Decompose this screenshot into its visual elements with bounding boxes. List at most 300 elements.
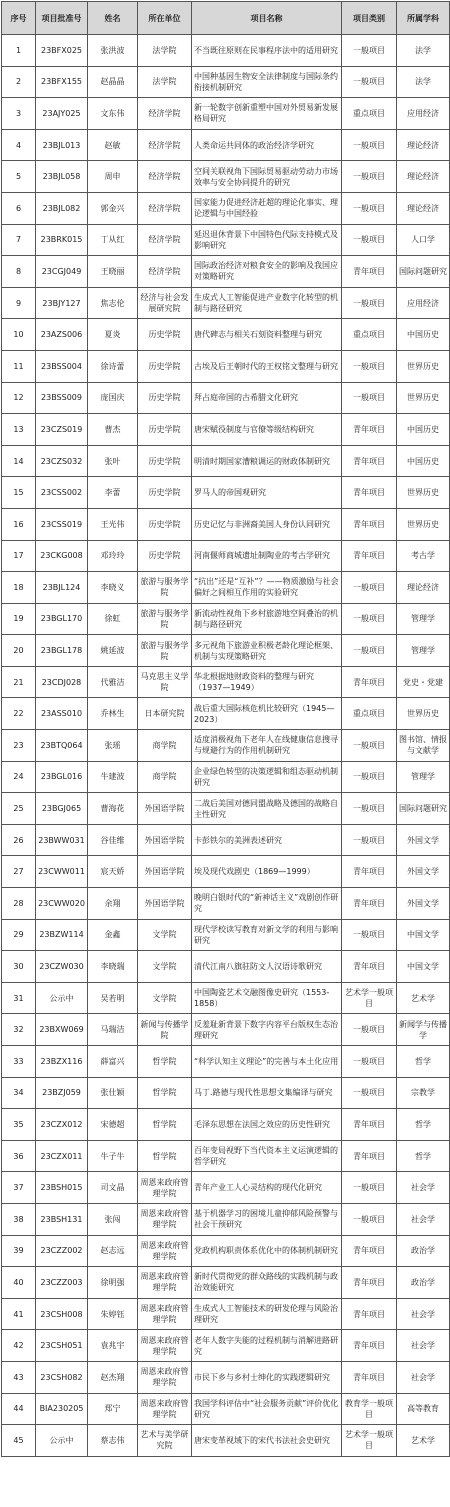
cell-approval-number: 23BGL178 bbox=[36, 635, 88, 667]
cell-category: 青年项目 bbox=[342, 1361, 397, 1393]
cell-name: 曹杰 bbox=[88, 414, 138, 446]
table-row bbox=[2, 66, 450, 98]
cell-approval-number: 23BRK015 bbox=[36, 224, 88, 256]
cell-index: 23 bbox=[2, 730, 36, 762]
cell-unit: 文学院 bbox=[138, 919, 192, 951]
cell-project-name: 唐宋变革视域下的宋代书法社会史研究 bbox=[192, 1425, 342, 1457]
cell-project-name: 华北根据地财政资料的整理与研究（1937—1949） bbox=[192, 666, 342, 698]
cell-approval-number: 23BGL016 bbox=[36, 761, 88, 793]
table-row bbox=[2, 635, 450, 667]
cell-project-name: 国家能力促进经济赶超的理论化事实、理论逻辑与中国经验 bbox=[192, 192, 342, 224]
cell-approval-number: 23BFX155 bbox=[36, 66, 88, 98]
cell-category: 一般项目 bbox=[342, 572, 397, 604]
cell-approval-number: 23BZJ059 bbox=[36, 1077, 88, 1109]
cell-name: 朱婷钰 bbox=[88, 1298, 138, 1330]
cell-discipline: 图书馆、情报与文献学 bbox=[397, 730, 450, 762]
cell-project-name: 唐代碑志与相关石刻资料整理与研究 bbox=[192, 319, 342, 351]
cell-discipline: 应用经济 bbox=[397, 98, 450, 130]
cell-index: 11 bbox=[2, 350, 36, 382]
cell-discipline: 应用经济 bbox=[397, 287, 450, 319]
table-row bbox=[2, 287, 450, 319]
cell-project-name: 新流动性视角下乡村旅游地空间叠治的机制与路径研究 bbox=[192, 603, 342, 635]
cell-index: 9 bbox=[2, 287, 36, 319]
cell-unit: 外国语学院 bbox=[138, 888, 192, 920]
cell-index: 44 bbox=[2, 1393, 36, 1425]
header-name: 姓名 bbox=[88, 2, 138, 35]
cell-project-name: 空间关联视角下国际贸易驱动劳动力市场效率与安全协同提升的研究 bbox=[192, 161, 342, 193]
cell-category: 青年项目 bbox=[342, 414, 397, 446]
cell-unit: 历史学院 bbox=[138, 508, 192, 540]
cell-name: 姚延波 bbox=[88, 635, 138, 667]
table-row bbox=[2, 793, 450, 825]
cell-index: 36 bbox=[2, 1140, 36, 1172]
cell-discipline: 政治学 bbox=[397, 1267, 450, 1299]
cell-approval-number: 23CZZ002 bbox=[36, 1235, 88, 1267]
cell-category: 一般项目 bbox=[342, 35, 397, 67]
cell-unit: 经济与社会发展研究院 bbox=[138, 287, 192, 319]
cell-discipline: 世界历史 bbox=[397, 698, 450, 730]
cell-approval-number: 公示中 bbox=[36, 982, 88, 1014]
cell-unit: 历史学院 bbox=[138, 350, 192, 382]
cell-category: 一般项目 bbox=[342, 793, 397, 825]
cell-unit: 商学院 bbox=[138, 730, 192, 762]
cell-name: 马瑞洁 bbox=[88, 1014, 138, 1046]
cell-category: 青年项目 bbox=[342, 1140, 397, 1172]
cell-name: 张洪波 bbox=[88, 35, 138, 67]
cell-index: 7 bbox=[2, 224, 36, 256]
cell-unit: 经济学院 bbox=[138, 192, 192, 224]
cell-index: 32 bbox=[2, 1014, 36, 1046]
cell-project-name: 延迟退休背景下中国特色代际支持模式及影响研究 bbox=[192, 224, 342, 256]
cell-unit: 周恩来政府管理学院 bbox=[138, 1172, 192, 1204]
cell-index: 12 bbox=[2, 382, 36, 414]
cell-category: 一般项目 bbox=[342, 1172, 397, 1204]
cell-approval-number: 23BJY127 bbox=[36, 287, 88, 319]
cell-category: 一般项目 bbox=[342, 66, 397, 98]
cell-name: 司文晶 bbox=[88, 1172, 138, 1204]
cell-approval-number: 23BJL058 bbox=[36, 161, 88, 193]
cell-index: 43 bbox=[2, 1361, 36, 1393]
table-row bbox=[2, 761, 450, 793]
cell-name: 代雅洁 bbox=[88, 666, 138, 698]
cell-project-name: 卡彭铁尔的美洲表述研究 bbox=[192, 824, 342, 856]
cell-unit: 外国语学院 bbox=[138, 824, 192, 856]
cell-discipline: 国际问题研究 bbox=[397, 256, 450, 288]
cell-index: 10 bbox=[2, 319, 36, 351]
cell-category: 青年项目 bbox=[342, 1235, 397, 1267]
cell-unit: 周恩来政府管理学院 bbox=[138, 1393, 192, 1425]
table-row bbox=[2, 603, 450, 635]
table-body bbox=[2, 35, 450, 1457]
table-row bbox=[2, 1235, 450, 1267]
cell-name: 余翔 bbox=[88, 888, 138, 920]
cell-category: 艺术学一般项目 bbox=[342, 982, 397, 1014]
cell-approval-number: 23BXW069 bbox=[36, 1014, 88, 1046]
cell-approval-number: 23CZX012 bbox=[36, 1109, 88, 1141]
table-row bbox=[2, 730, 450, 762]
header-unit: 所在单位 bbox=[138, 2, 192, 35]
cell-category: 重点项目 bbox=[342, 698, 397, 730]
cell-index: 25 bbox=[2, 793, 36, 825]
table-row bbox=[2, 1425, 450, 1457]
cell-discipline: 哲学 bbox=[397, 1140, 450, 1172]
table-row bbox=[2, 1172, 450, 1204]
cell-category: 一般项目 bbox=[342, 1014, 397, 1046]
cell-name: 徐虹 bbox=[88, 603, 138, 635]
cell-unit: 外国语学院 bbox=[138, 793, 192, 825]
cell-index: 24 bbox=[2, 761, 36, 793]
cell-approval-number: 23BZW114 bbox=[36, 919, 88, 951]
cell-name: 赵杰翔 bbox=[88, 1361, 138, 1393]
cell-category: 教育学一般项目 bbox=[342, 1393, 397, 1425]
table-row bbox=[2, 1014, 450, 1046]
cell-category: 青年项目 bbox=[342, 445, 397, 477]
cell-index: 41 bbox=[2, 1298, 36, 1330]
cell-category: 青年项目 bbox=[342, 540, 397, 572]
cell-unit: 周恩来政府管理学院 bbox=[138, 1361, 192, 1393]
cell-discipline: 哲学 bbox=[397, 1046, 450, 1078]
cell-discipline: 法学 bbox=[397, 66, 450, 98]
table-row bbox=[2, 824, 450, 856]
cell-unit: 艺术与美学研究院 bbox=[138, 1425, 192, 1457]
cell-name: 袁兆宇 bbox=[88, 1330, 138, 1362]
table-row bbox=[2, 161, 450, 193]
table-row bbox=[2, 35, 450, 67]
cell-approval-number: 23CGJ049 bbox=[36, 256, 88, 288]
cell-project-name: 马丁.路德与现代性思想文集编译与研究 bbox=[192, 1077, 342, 1109]
cell-category: 一般项目 bbox=[342, 382, 397, 414]
cell-unit: 经济学院 bbox=[138, 224, 192, 256]
cell-name: 郑宁 bbox=[88, 1393, 138, 1425]
cell-approval-number: 23AZS006 bbox=[36, 319, 88, 351]
cell-category: 青年项目 bbox=[342, 1109, 397, 1141]
cell-unit: 历史学院 bbox=[138, 414, 192, 446]
cell-index: 34 bbox=[2, 1077, 36, 1109]
cell-discipline: 高等教育 bbox=[397, 1393, 450, 1425]
cell-unit: 哲学院 bbox=[138, 1109, 192, 1141]
cell-discipline: 中国文学 bbox=[397, 951, 450, 983]
cell-approval-number: 23CSH051 bbox=[36, 1330, 88, 1362]
cell-approval-number: 23BTQ064 bbox=[36, 730, 88, 762]
cell-unit: 旅游与服务学院 bbox=[138, 603, 192, 635]
cell-name: 曹海花 bbox=[88, 793, 138, 825]
cell-discipline: 中国历史 bbox=[397, 319, 450, 351]
cell-name: 乔林生 bbox=[88, 698, 138, 730]
cell-name: 张叶 bbox=[88, 445, 138, 477]
cell-category: 重点项目 bbox=[342, 319, 397, 351]
cell-project-name: 不当既往原则在民事程序法中的适用研究 bbox=[192, 35, 342, 67]
cell-category: 青年项目 bbox=[342, 256, 397, 288]
cell-project-name: 反羞耻新背景下数字内容平台版权生态治理研究 bbox=[192, 1014, 342, 1046]
cell-discipline: 社会学 bbox=[397, 1330, 450, 1362]
cell-name: 蔡志伟 bbox=[88, 1425, 138, 1457]
cell-category: 一般项目 bbox=[342, 287, 397, 319]
cell-index: 14 bbox=[2, 445, 36, 477]
cell-project-name: 新时代贯彻党的群众路线的实践机制与政治效能研究 bbox=[192, 1267, 342, 1299]
cell-approval-number: 23CZS019 bbox=[36, 414, 88, 446]
table-row bbox=[2, 445, 450, 477]
cell-approval-number: 23CKG008 bbox=[36, 540, 88, 572]
cell-unit: 外国语学院 bbox=[138, 856, 192, 888]
cell-discipline: 中国历史 bbox=[397, 414, 450, 446]
cell-discipline: 管理学 bbox=[397, 635, 450, 667]
cell-index: 38 bbox=[2, 1203, 36, 1235]
cell-index: 39 bbox=[2, 1235, 36, 1267]
cell-approval-number: 23CSH082 bbox=[36, 1361, 88, 1393]
cell-name: 文东伟 bbox=[88, 98, 138, 130]
cell-discipline: 管理学 bbox=[397, 603, 450, 635]
cell-unit: 历史学院 bbox=[138, 445, 192, 477]
table-row bbox=[2, 129, 450, 161]
table-row bbox=[2, 951, 450, 983]
header-project-name: 项目名称 bbox=[192, 2, 342, 35]
cell-unit: 历史学院 bbox=[138, 319, 192, 351]
cell-project-name: 中国陶瓷艺术交融图像史研究（1553-1858） bbox=[192, 982, 342, 1014]
table-row bbox=[2, 382, 450, 414]
cell-approval-number: 23BGJ065 bbox=[36, 793, 88, 825]
cell-category: 一般项目 bbox=[342, 224, 397, 256]
cell-approval-number: BIA230205 bbox=[36, 1393, 88, 1425]
table-row bbox=[2, 666, 450, 698]
cell-unit: 法学院 bbox=[138, 35, 192, 67]
cell-index: 8 bbox=[2, 256, 36, 288]
cell-project-name: 老年人数字失能的过程机制与消解进路研究 bbox=[192, 1330, 342, 1362]
cell-category: 青年项目 bbox=[342, 1267, 397, 1299]
cell-name: 徐诗蕾 bbox=[88, 350, 138, 382]
cell-name: 宋德超 bbox=[88, 1109, 138, 1141]
cell-project-name: 晚明白银时代的“新神话主义”戏剧创作研究 bbox=[192, 888, 342, 920]
cell-project-name: 战后重大国际核危机比较研究（1945—2023） bbox=[192, 698, 342, 730]
cell-name: 金鑫 bbox=[88, 919, 138, 951]
cell-index: 29 bbox=[2, 919, 36, 951]
cell-approval-number: 23BSH131 bbox=[36, 1203, 88, 1235]
cell-discipline: 世界历史 bbox=[397, 350, 450, 382]
cell-category: 青年项目 bbox=[342, 477, 397, 509]
cell-index: 6 bbox=[2, 192, 36, 224]
cell-category: 一般项目 bbox=[342, 1046, 397, 1078]
table-row bbox=[2, 508, 450, 540]
cell-project-name: 现代学校读写教育对新文学的利用与影响研究 bbox=[192, 919, 342, 951]
cell-project-name: 河南偃师商城遗址制陶业的考古学研究 bbox=[192, 540, 342, 572]
cell-approval-number: 23CWW020 bbox=[36, 888, 88, 920]
cell-index: 19 bbox=[2, 603, 36, 635]
cell-approval-number: 23BSS009 bbox=[36, 382, 88, 414]
cell-project-name: 国际政治经济对粮食安全的影响及我国应对策略研究 bbox=[192, 256, 342, 288]
cell-unit: 历史学院 bbox=[138, 382, 192, 414]
cell-discipline: 外国文学 bbox=[397, 856, 450, 888]
cell-approval-number: 23ASS010 bbox=[36, 698, 88, 730]
table-row bbox=[2, 1203, 450, 1235]
cell-category: 重点项目 bbox=[342, 98, 397, 130]
cell-category: 一般项目 bbox=[342, 129, 397, 161]
cell-unit: 商学院 bbox=[138, 761, 192, 793]
cell-index: 13 bbox=[2, 414, 36, 446]
cell-approval-number: 23CZS032 bbox=[36, 445, 88, 477]
cell-unit: 旅游与服务学院 bbox=[138, 572, 192, 604]
cell-name: 王晓丽 bbox=[88, 256, 138, 288]
cell-approval-number: 23CZX011 bbox=[36, 1140, 88, 1172]
cell-index: 16 bbox=[2, 508, 36, 540]
cell-unit: 法学院 bbox=[138, 66, 192, 98]
cell-approval-number: 23CZW030 bbox=[36, 951, 88, 983]
cell-name: 周申 bbox=[88, 161, 138, 193]
cell-category: 一般项目 bbox=[342, 919, 397, 951]
cell-name: 薛富兴 bbox=[88, 1046, 138, 1078]
cell-approval-number: 23BGL170 bbox=[36, 603, 88, 635]
table-row bbox=[2, 1298, 450, 1330]
cell-category: 一般项目 bbox=[342, 1077, 397, 1109]
cell-project-name: 拜占庭帝国的古希腊文化研究 bbox=[192, 382, 342, 414]
cell-project-name: 党政机构职责体系优化中的体制机制研究 bbox=[192, 1235, 342, 1267]
cell-discipline: 新闻学与传播学 bbox=[397, 1014, 450, 1046]
cell-project-name: 历史记忆与非洲裔美国人身份认同研究 bbox=[192, 508, 342, 540]
cell-category: 一般项目 bbox=[342, 761, 397, 793]
cell-discipline: 世界历史 bbox=[397, 477, 450, 509]
header-category: 项目类别 bbox=[342, 2, 397, 35]
cell-index: 21 bbox=[2, 666, 36, 698]
cell-index: 33 bbox=[2, 1046, 36, 1078]
cell-unit: 经济学院 bbox=[138, 129, 192, 161]
cell-approval-number: 23BJL013 bbox=[36, 129, 88, 161]
cell-category: 青年项目 bbox=[342, 888, 397, 920]
cell-category: 青年项目 bbox=[342, 951, 397, 983]
cell-discipline: 国际问题研究 bbox=[397, 793, 450, 825]
cell-index: 17 bbox=[2, 540, 36, 572]
cell-name: 李晓义 bbox=[88, 572, 138, 604]
cell-discipline: 理论经济 bbox=[397, 572, 450, 604]
cell-name: 徐明强 bbox=[88, 1267, 138, 1299]
cell-approval-number: 23BSH015 bbox=[36, 1172, 88, 1204]
cell-index: 20 bbox=[2, 635, 36, 667]
cell-project-name: 人类命运共同体的政治经济学研究 bbox=[192, 129, 342, 161]
cell-approval-number: 公示中 bbox=[36, 1425, 88, 1457]
cell-discipline: 世界历史 bbox=[397, 508, 450, 540]
table-row bbox=[2, 1046, 450, 1078]
cell-category: 青年项目 bbox=[342, 1298, 397, 1330]
project-table bbox=[1, 1, 450, 1457]
table-row bbox=[2, 1393, 450, 1425]
cell-approval-number: 23CWW011 bbox=[36, 856, 88, 888]
cell-unit: 马克思主义学院 bbox=[138, 666, 192, 698]
cell-discipline: 考古学 bbox=[397, 540, 450, 572]
cell-index: 1 bbox=[2, 35, 36, 67]
cell-discipline: 党史・党建 bbox=[397, 666, 450, 698]
table-row bbox=[2, 350, 450, 382]
table-row bbox=[2, 1361, 450, 1393]
cell-name: 张瑶 bbox=[88, 730, 138, 762]
cell-discipline: 外国文学 bbox=[397, 824, 450, 856]
cell-project-name: 新一轮数字创新重塑中国对外贸易新发展格局研究 bbox=[192, 98, 342, 130]
cell-approval-number: 23BFX025 bbox=[36, 35, 88, 67]
cell-name: 牛子牛 bbox=[88, 1140, 138, 1172]
cell-approval-number: 23BWW031 bbox=[36, 824, 88, 856]
cell-discipline: 理论经济 bbox=[397, 129, 450, 161]
cell-index: 2 bbox=[2, 66, 36, 98]
cell-unit: 历史学院 bbox=[138, 477, 192, 509]
cell-discipline: 人口学 bbox=[397, 224, 450, 256]
cell-category: 艺术学一般项目 bbox=[342, 1425, 397, 1457]
cell-index: 5 bbox=[2, 161, 36, 193]
cell-unit: 文学院 bbox=[138, 982, 192, 1014]
cell-project-name: 中国种基因生物安全法律制度与国际条约衔接机制研究 bbox=[192, 66, 342, 98]
table-row bbox=[2, 319, 450, 351]
cell-discipline: 外国文学 bbox=[397, 888, 450, 920]
cell-index: 22 bbox=[2, 698, 36, 730]
cell-name: 王光伟 bbox=[88, 508, 138, 540]
cell-name: 郭金兴 bbox=[88, 192, 138, 224]
cell-project-name: 多元视角下旅游业积极老龄化理论框架、机制与实现策略研究 bbox=[192, 635, 342, 667]
table-row bbox=[2, 1140, 450, 1172]
cell-category: 一般项目 bbox=[342, 161, 397, 193]
cell-category: 一般项目 bbox=[342, 350, 397, 382]
cell-name: 庞国庆 bbox=[88, 382, 138, 414]
table-row bbox=[2, 540, 450, 572]
cell-project-name: 生成式人工智能促进产业数字化转型的机制与路径研究 bbox=[192, 287, 342, 319]
header-index: 序号 bbox=[2, 2, 36, 35]
cell-index: 40 bbox=[2, 1267, 36, 1299]
cell-index: 18 bbox=[2, 572, 36, 604]
cell-index: 42 bbox=[2, 1330, 36, 1362]
cell-name: 李晓瑞 bbox=[88, 951, 138, 983]
cell-project-name: 明清时期国家漕粮调运的财政体制研究 bbox=[192, 445, 342, 477]
cell-discipline: 中国文学 bbox=[397, 919, 450, 951]
cell-category: 青年项目 bbox=[342, 508, 397, 540]
cell-unit: 哲学院 bbox=[138, 1140, 192, 1172]
cell-name: 邓玲玲 bbox=[88, 540, 138, 572]
table-row bbox=[2, 919, 450, 951]
cell-approval-number: 23CSH008 bbox=[36, 1298, 88, 1330]
cell-discipline: 中国历史 bbox=[397, 445, 450, 477]
cell-project-name: 企业绿色转型的决策逻辑和组态驱动机制研究 bbox=[192, 761, 342, 793]
cell-project-name: 毛泽东思想在法国之效应的历史性研究 bbox=[192, 1109, 342, 1141]
cell-project-name: 清代江南八旗驻防文人汉语诗歌研究 bbox=[192, 951, 342, 983]
cell-unit: 哲学院 bbox=[138, 1046, 192, 1078]
cell-category: 青年项目 bbox=[342, 856, 397, 888]
cell-name: 吴若明 bbox=[88, 982, 138, 1014]
table-row bbox=[2, 414, 450, 446]
cell-name: 李蕾 bbox=[88, 477, 138, 509]
header-discipline: 所属学科 bbox=[397, 2, 450, 35]
cell-unit: 周恩来政府管理学院 bbox=[138, 1267, 192, 1299]
cell-unit: 新闻与传播学院 bbox=[138, 1014, 192, 1046]
cell-discipline: 哲学 bbox=[397, 1109, 450, 1141]
cell-name: 张闯 bbox=[88, 1203, 138, 1235]
cell-name: 赵志远 bbox=[88, 1235, 138, 1267]
cell-approval-number: 23CDJ028 bbox=[36, 666, 88, 698]
cell-project-name: 生成式人工智能技术的研发伦理与风险治理研究 bbox=[192, 1298, 342, 1330]
cell-index: 35 bbox=[2, 1109, 36, 1141]
cell-discipline: 社会学 bbox=[397, 1361, 450, 1393]
cell-approval-number: 23CZZ003 bbox=[36, 1267, 88, 1299]
table-row bbox=[2, 98, 450, 130]
cell-discipline: 社会学 bbox=[397, 1203, 450, 1235]
table-row bbox=[2, 256, 450, 288]
cell-approval-number: 23BSS004 bbox=[36, 350, 88, 382]
cell-category: 一般项目 bbox=[342, 824, 397, 856]
table-row bbox=[2, 1267, 450, 1299]
cell-discipline: 理论经济 bbox=[397, 192, 450, 224]
table-row bbox=[2, 982, 450, 1014]
cell-unit: 经济学院 bbox=[138, 161, 192, 193]
cell-discipline: 艺术学 bbox=[397, 982, 450, 1014]
cell-name: 焦志伦 bbox=[88, 287, 138, 319]
cell-index: 26 bbox=[2, 824, 36, 856]
cell-project-name: 百年变局视野下当代资本主义运演逻辑的哲学研究 bbox=[192, 1140, 342, 1172]
cell-index: 4 bbox=[2, 129, 36, 161]
cell-index: 15 bbox=[2, 477, 36, 509]
table-row bbox=[2, 888, 450, 920]
cell-unit: 文学院 bbox=[138, 951, 192, 983]
